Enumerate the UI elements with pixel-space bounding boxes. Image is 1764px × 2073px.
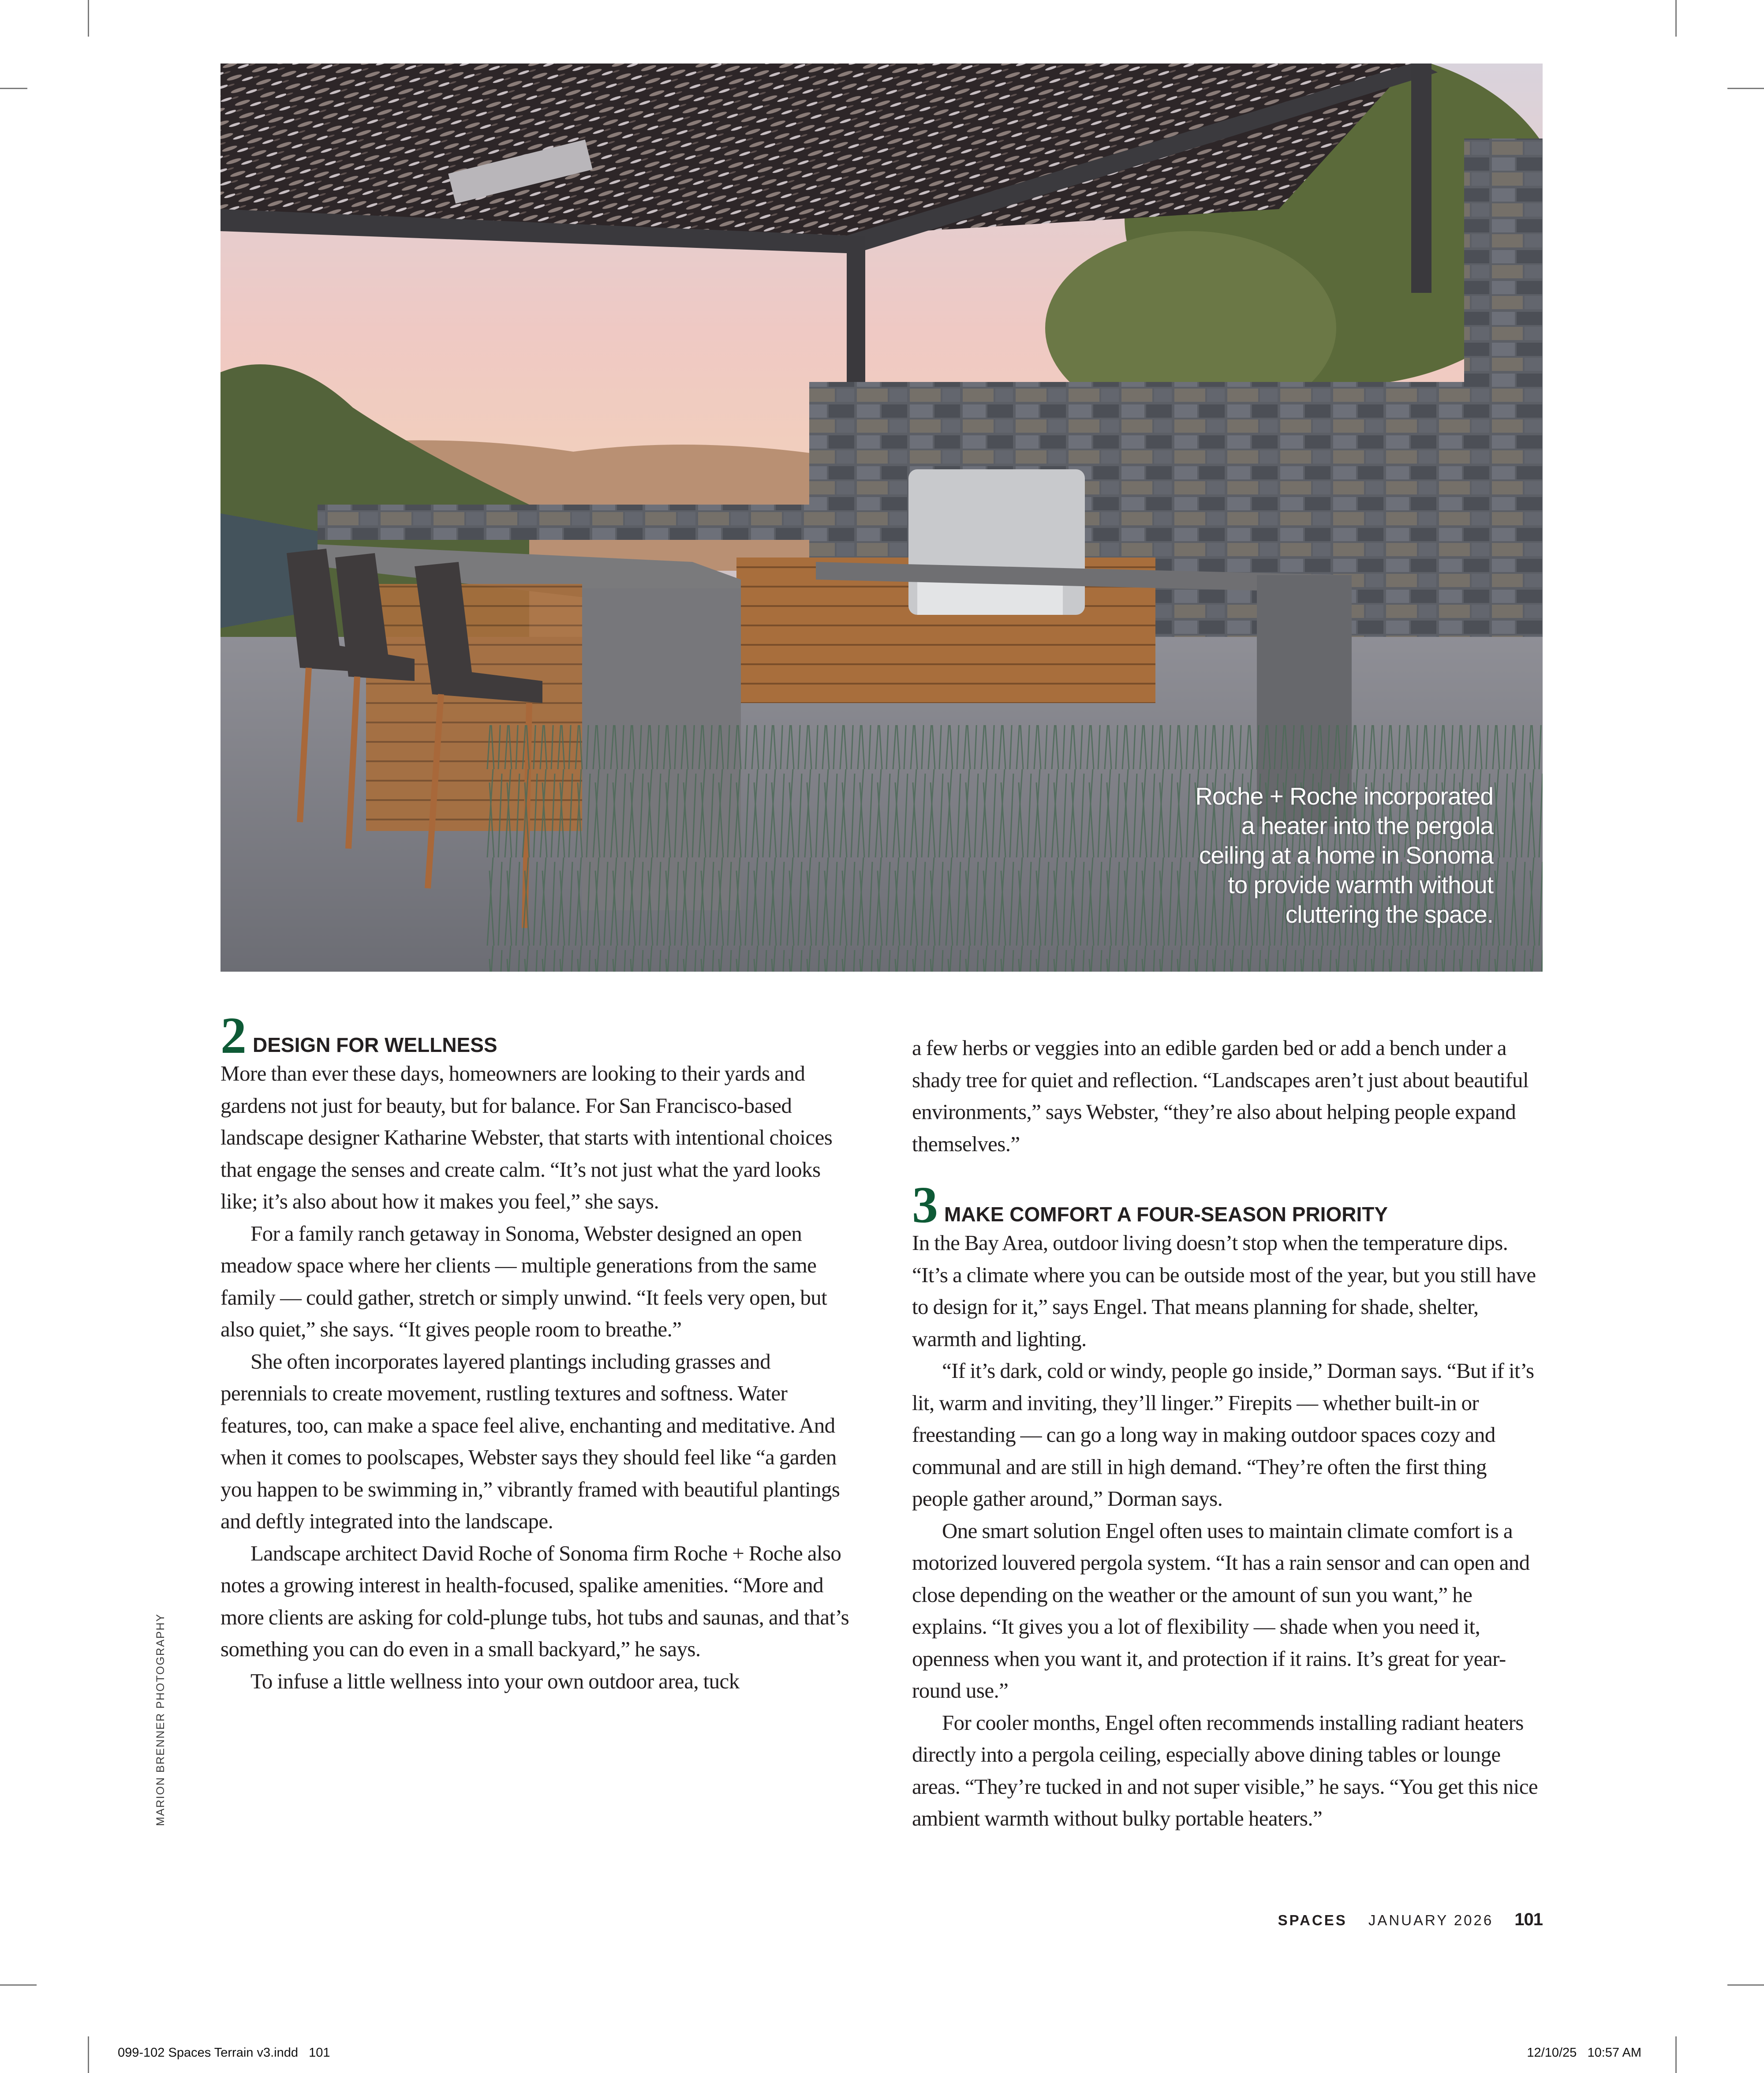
paragraph: To infuse a little wellness into your own outdoor area, tuck (250, 1669, 740, 1693)
section-number: 3 (912, 1176, 936, 1234)
paragraph: Landscape architect David Roche of Sonoma firm Roche + Roche also notes a growing interest in health-focused, spalike amenities. “More and more clients are asking for cold-plunge tubs, hot tubs and saunas, and that’s something you can do even in a small backyard,” he says. (220, 1541, 849, 1661)
crop-mark-top-left-horizontal (0, 88, 27, 89)
crop-mark-bottom-left-vertical (88, 2036, 89, 2073)
section-heading-2 (220, 1007, 856, 1064)
section-title: MAKE COMFORT A FOUR-SEASON PRIORITY (944, 1203, 1388, 1226)
folio-issue-date: JANUARY 2026 (1368, 1912, 1494, 1928)
folio-section: SPACES (1278, 1912, 1347, 1928)
crop-mark-bottom-right-horizontal (1727, 1984, 1764, 1986)
hero-photo (220, 64, 1543, 972)
crop-mark-bottom-right-vertical (1675, 2036, 1677, 2073)
slug-filename: 099-102 Spaces Terrain v3.indd 101 (118, 2046, 330, 2060)
article-column-right (912, 1032, 1547, 1835)
crop-mark-bottom-left-horizontal (0, 1984, 37, 1986)
photo-credit: MARION BRENNER PHOTOGRAPHY (154, 1613, 167, 1826)
crop-mark-top-right-horizontal (1727, 88, 1764, 89)
paragraph: In the Bay Area, outdoor living doesn’t stop when the temperature dips. “It’s a climate where you can be outside most of the year, but you still have to design for it,” says Engel. That means planning for shade, shelter, warmth and lighting. (912, 1231, 1536, 1351)
paragraph: More than ever these days, homeowners are looking to their yards and gardens not just for beauty, but for balance. For San Francisco-based landscape designer Katharine Webster, that starts with intentional choices that engage the senses and create calm. “It’s not just what the yard looks like; it’s also about how it makes you feel,” she says. (220, 1061, 833, 1213)
section-number: 2 (220, 1007, 245, 1064)
caption-line: ceiling at a home in Sonoma (1199, 842, 1493, 869)
paragraph: One smart solution Engel often uses to maintain climate comfort is a motorized louvered pergola system. “It has a rain sensor and can open and close depending on the weather or the amount of sun you want,” he explains. “It gives you a lot of flexibility — shade when you need it, openness when you want it, and protection if it rains. It’s great for year-round use.” (912, 1518, 1530, 1703)
crop-mark-top-left-vertical (88, 0, 89, 37)
folio-page-number: 101 (1514, 1910, 1543, 1929)
crop-mark-top-right-vertical (1675, 0, 1677, 37)
page-folio (1278, 1910, 1543, 1930)
caption-line: to provide warmth without (1228, 871, 1493, 898)
caption-line: cluttering the space. (1285, 901, 1493, 928)
section-heading-3 (912, 1176, 1547, 1234)
article-column-left (220, 1007, 856, 1697)
caption-line: Roche + Roche incorporated (1195, 782, 1493, 810)
paragraph: For a family ranch getaway in Sonoma, Webster designed an open meadow space where her clients — multiple generations from the same family — could gather, stretch or simply unwind. “It feels very open, but also quiet,” she says. “It gives people room to breathe.” (220, 1221, 827, 1341)
paragraph: For cooler months, Engel often recommends installing radiant heaters directly into a pergola ceiling, especially above dining tables or lounge areas. “They’re tucked in and not super visible,” he says. “You get this nice ambient warmth without bulky portable heaters.” (912, 1710, 1538, 1830)
paragraph: She often incorporates layered plantings including grasses and perennials to create movement, rustling textures and softness. Water features, too, can make a space feel alive, enchanting and meditative. And when it comes to poolscapes, Webster says they should feel like “a garden you happen to be swimming in,” vibrantly framed with beautiful plantings and deftly integrated into the landscape. (220, 1349, 840, 1533)
caption-line: a heater into the pergola (1241, 812, 1493, 839)
section-title: DESIGN FOR WELLNESS (253, 1033, 497, 1056)
photo-caption (1096, 782, 1493, 929)
paragraph-continued: a few herbs or veggies into an edible garden bed or add a bench under a shady tree for quiet and reflection. “Landscapes aren’t just about beautiful environments,” says Webster, “they’re also about helping people expand themselves.” (912, 1036, 1529, 1156)
slug-timestamp: 12/10/25 10:57 AM (1527, 2046, 1641, 2060)
paragraph: “If it’s dark, cold or windy, people go inside,” Dorman says. “But if it’s lit, warm and inviting, they’ll linger.” Firepits — whether built-in or freestanding — can go a long way in making outdoor spaces cozy and communal and are still in high demand. “They’re often the first thing people gather around,” Dorman says. (912, 1358, 1534, 1511)
